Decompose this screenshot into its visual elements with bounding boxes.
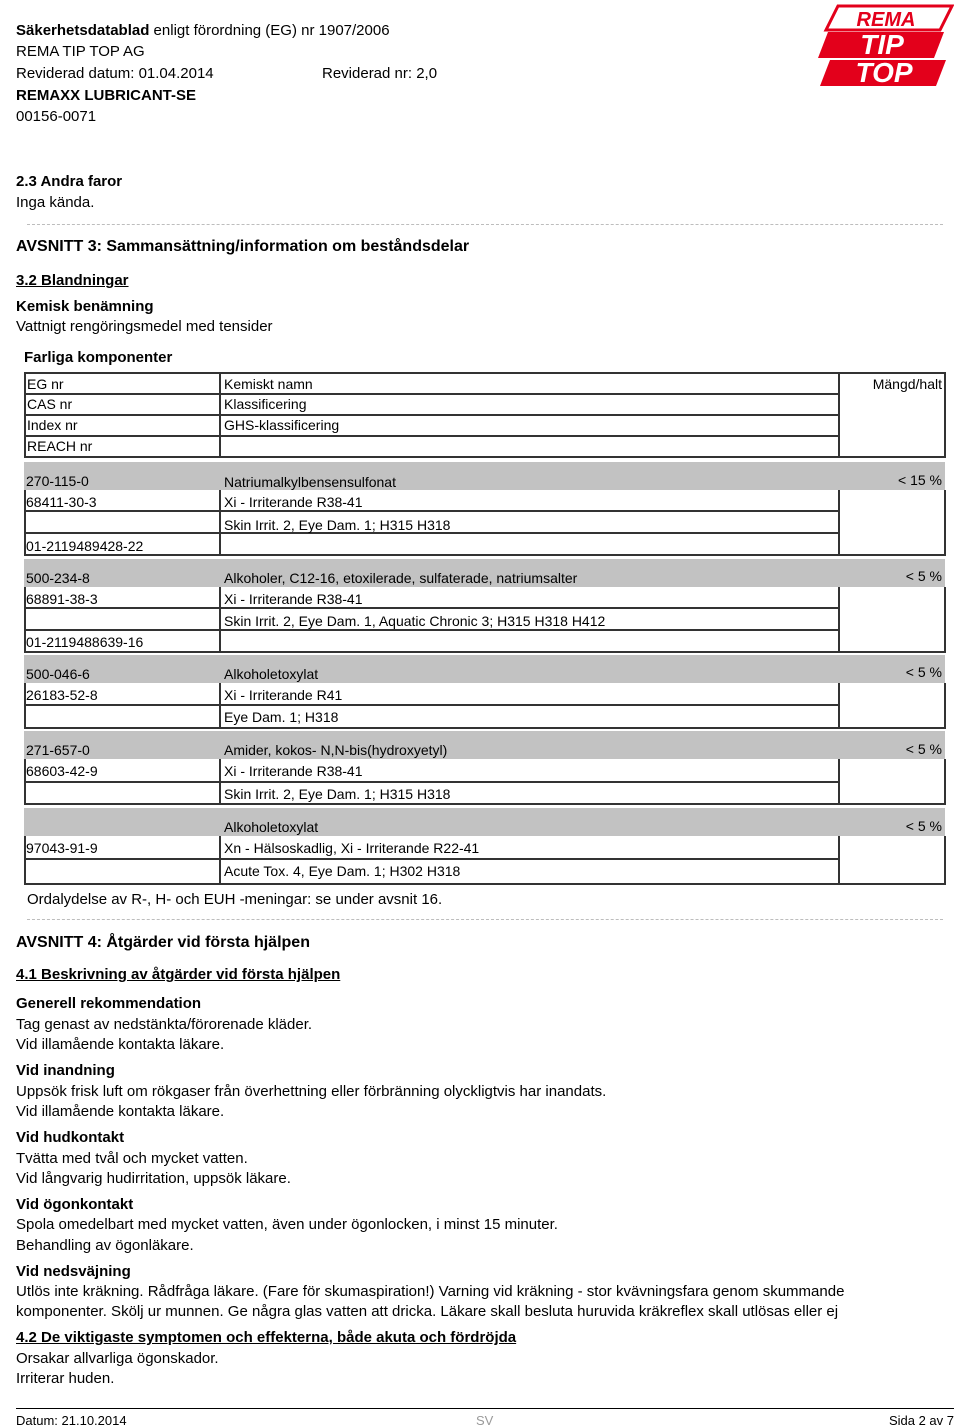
section-4-2-title: 4.2 De viktigaste symptomen och effekterna, både akuta och fördröjda xyxy=(16,1329,517,1346)
skin-line-2: Vid långvarig hudirritation, uppsök läkare. xyxy=(16,1170,291,1187)
skin-label: Vid hudkontakt xyxy=(16,1129,125,1146)
row4-eg: 271-657-0 xyxy=(26,742,90,758)
footer-date: Datum: 21.10.2014 xyxy=(16,1413,127,1428)
row1-amount: < 15 % xyxy=(898,472,942,488)
row4-class: Xi - Irriterande R38-41 xyxy=(224,763,363,779)
skin-line-1: Tvätta med tvål och mycket vatten. xyxy=(16,1150,248,1167)
row2-ghs: Skin Irrit. 2, Eye Dam. 1, Aquatic Chronic 3; H315 H318 H412 xyxy=(224,613,606,629)
general-label: Generell rekommendation xyxy=(16,995,202,1012)
chem-name-label: Kemisk benämning xyxy=(16,298,154,315)
row5-amount: < 5 % xyxy=(905,818,942,834)
section-4-title: AVSNITT 4: Åtgärder vid första hjälpen xyxy=(16,934,310,951)
header-ghs: GHS-klassificering xyxy=(224,417,340,433)
row1-eg: 270-115-0 xyxy=(26,473,89,489)
symptom-line-2: Irriterar huden. xyxy=(16,1370,115,1387)
inhalation-line-1: Uppsök frisk luft om rökgaser från överhettning eller förbränning olyckligtvis har inandats. xyxy=(16,1083,607,1100)
row4-amount: < 5 % xyxy=(905,741,942,757)
product-name: REMAXX LUBRICANT-SE xyxy=(16,87,197,104)
inhalation-label: Vid inandning xyxy=(16,1062,115,1079)
revised-date: Reviderad datum: 01.04.2014 xyxy=(16,65,214,82)
svg-text:TIP: TIP xyxy=(860,29,904,60)
row5-cas: 97043-91-9 xyxy=(26,840,98,856)
row3-class: Xi - Irriterande R41 xyxy=(224,687,343,703)
eye-label: Vid ögonkontakt xyxy=(16,1196,134,1213)
row5-ghs: Acute Tox. 4, Eye Dam. 1; H302 H318 xyxy=(224,863,461,879)
footer-page-number: Sida 2 av 7 xyxy=(888,1413,954,1428)
general-line-2: Vid illamående kontakta läkare. xyxy=(16,1036,225,1053)
header-cas-nr: CAS nr xyxy=(27,396,73,412)
header-classification: Klassificering xyxy=(224,396,307,412)
row1-cas: 68411-30-3 xyxy=(26,494,97,510)
row2-amount: < 5 % xyxy=(905,568,942,584)
sds-title: Säkerhetsdatablad enligt förordning (EG) nr 1907/2006 xyxy=(16,22,390,39)
header-index-nr: Index nr xyxy=(27,417,78,433)
ingestion-line-2: komponenter. Skölj ur munnen. Ge några glas vatten att dricka. Läkare skall besluta huruvida kräkreflex skall utlösas eller ej xyxy=(16,1303,839,1320)
row4-ghs: Skin Irrit. 2, Eye Dam. 1; H315 H318 xyxy=(224,786,451,802)
section-3-2-title: 3.2 Blandningar xyxy=(16,272,129,289)
inhalation-line-2: Vid illamående kontakta läkare. xyxy=(16,1103,225,1120)
row2-cas: 68891-38-3 xyxy=(26,591,98,607)
general-line-1: Tag genast av nedstänkta/förorenade kläder. xyxy=(16,1016,313,1033)
section-2-3-text: Inga kända. xyxy=(16,194,95,211)
row3-amount: < 5 % xyxy=(905,664,942,680)
row4-name: Amider, kokos- N,N-bis(hydroxyetyl) xyxy=(224,742,448,758)
revision-number: Reviderad nr: 2,0 xyxy=(322,65,438,82)
row1-name: Natriumalkylbensensulfonat xyxy=(224,474,396,490)
header-amount: Mängd/halt xyxy=(872,376,942,392)
article-number: 00156-0071 xyxy=(16,108,97,125)
eye-line-2: Behandling av ögonläkare. xyxy=(16,1237,194,1254)
row3-name: Alkoholetoxylat xyxy=(224,666,319,682)
svg-text:TOP: TOP xyxy=(855,57,913,88)
divider xyxy=(27,919,943,920)
company-name: REMA TIP TOP AG xyxy=(16,43,145,60)
section-3-title: AVSNITT 3: Sammansättning/information om beståndsdelar xyxy=(16,238,470,255)
rema-tip-top-logo xyxy=(816,4,954,88)
row5-class: Xn - Hälsoskadlig, Xi - Irriterande R22-41 xyxy=(224,840,480,856)
row2-name: Alkoholer, C12-16, etoxilerade, sulfaterade, natriumsalter xyxy=(224,570,578,586)
section-2-3-title: 2.3 Andra faror xyxy=(16,173,123,190)
row4-cas: 68603-42-9 xyxy=(26,763,98,779)
row2-eg: 500-234-8 xyxy=(26,570,90,586)
row2-class: Xi - Irriterande R38-41 xyxy=(224,591,363,607)
row3-eg: 500-046-6 xyxy=(26,666,90,682)
row1-reach: 01-2119489428-22 xyxy=(26,538,144,554)
table-footnote: Ordalydelse av R-, H- och EUH -meningar: se under avsnit 16. xyxy=(27,891,443,908)
row1-ghs: Skin Irrit. 2, Eye Dam. 1; H315 H318 xyxy=(224,517,451,533)
row2-reach: 01-2119488639-16 xyxy=(26,634,144,650)
section-4-1-title: 4.1 Beskrivning av åtgärder vid första hjälpen xyxy=(16,966,341,983)
svg-text:REMA: REMA xyxy=(856,9,916,31)
ingestion-label: Vid nedsväjning xyxy=(16,1263,131,1280)
divider xyxy=(27,224,943,225)
ingestion-line-1: Utlös inte kräkning. Rådfråga läkare. (Fare för skumaspiration!) Varning vid kräkning - stor kvävningsfara genom skummande xyxy=(16,1283,845,1300)
row3-ghs: Eye Dam. 1; H318 xyxy=(224,709,339,725)
header-chem-name: Kemiskt namn xyxy=(224,376,313,392)
header-reach-nr: REACH nr xyxy=(27,438,93,454)
footer-language: SV xyxy=(476,1413,494,1428)
row5-name: Alkoholetoxylat xyxy=(224,819,319,835)
header-eg-nr: EG nr xyxy=(27,376,64,392)
row3-cas: 26183-52-8 xyxy=(26,687,98,703)
chem-name-value: Vattnigt rengöringsmedel med tensider xyxy=(16,318,273,335)
row1-class: Xi - Irriterande R38-41 xyxy=(224,494,363,510)
hazardous-components-label: Farliga komponenter xyxy=(24,349,173,366)
footer-rule xyxy=(16,1408,954,1409)
eye-line-1: Spola omedelbart med mycket vatten, även under ögonlocken, i minst 15 minuter. xyxy=(16,1216,558,1233)
symptom-line-1: Orsakar allvarliga ögonskador. xyxy=(16,1350,219,1367)
